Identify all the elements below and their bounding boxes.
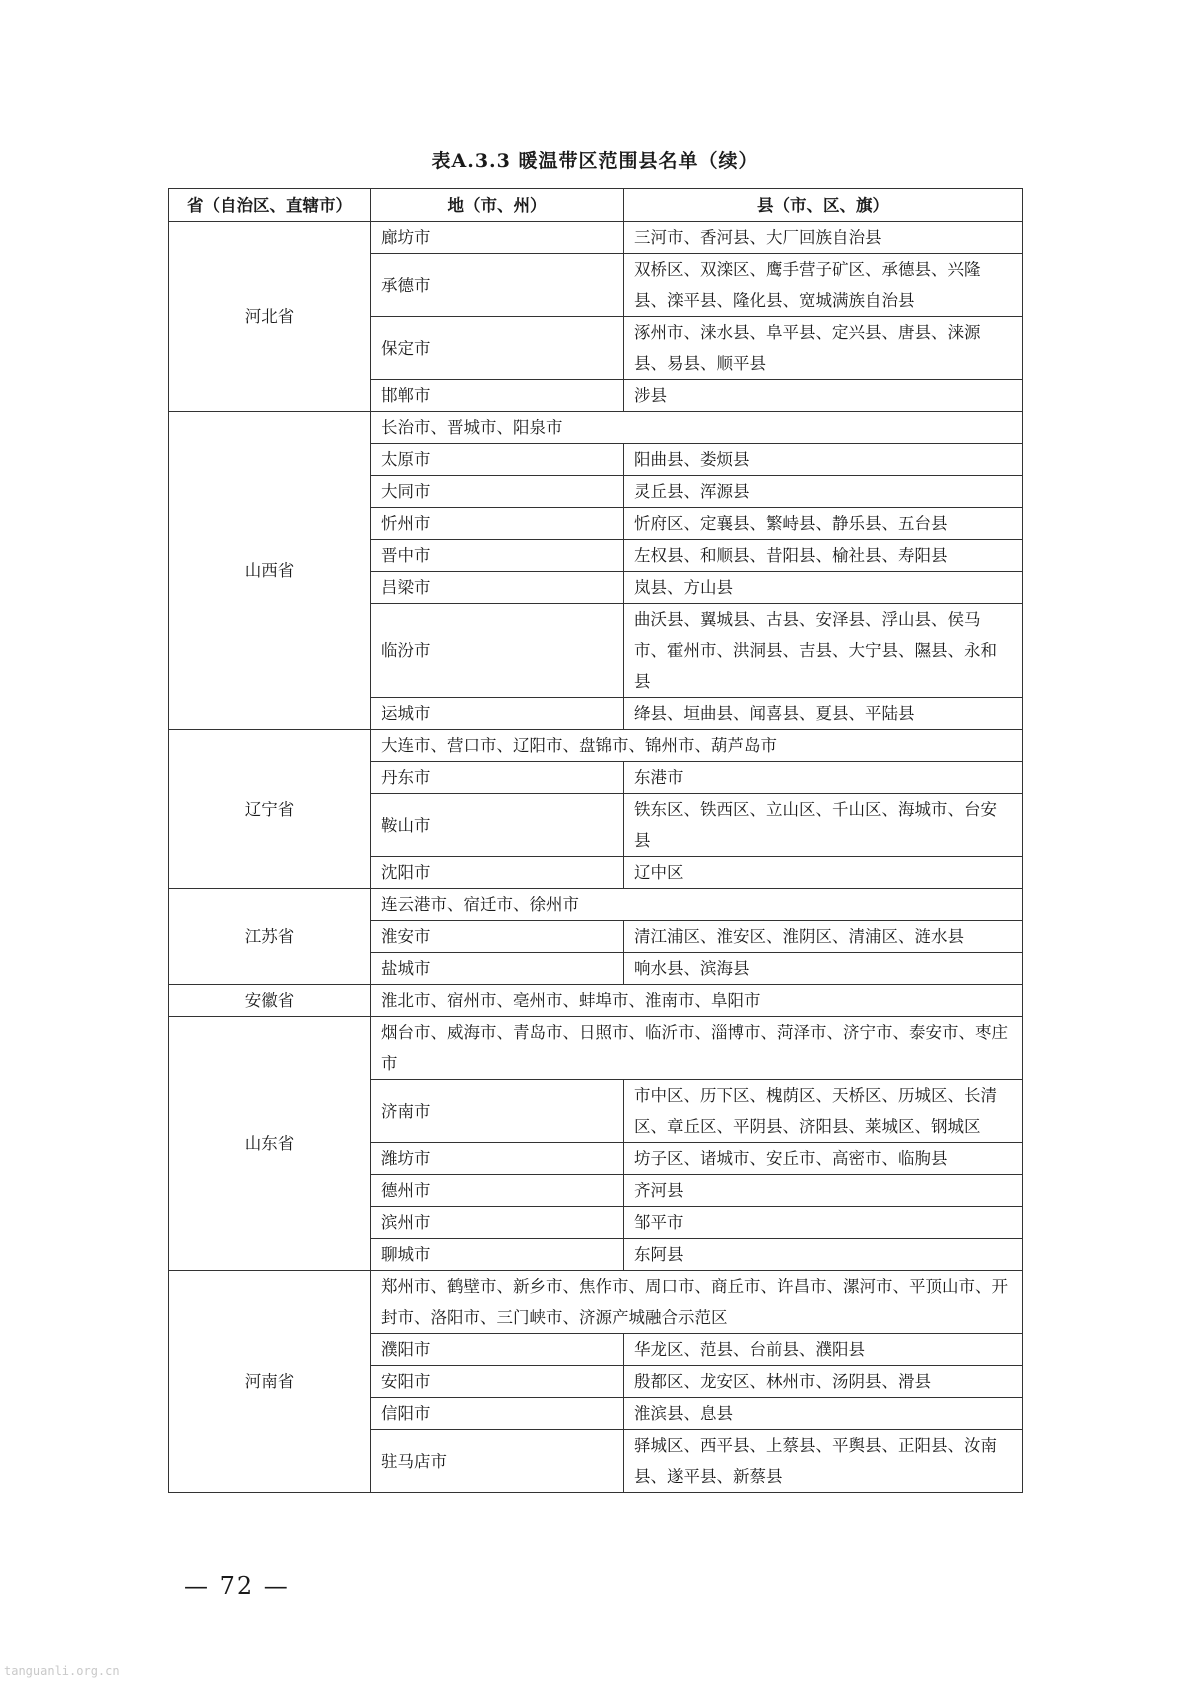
county-cell: 清江浦区、淮安区、淮阴区、清浦区、涟水县: [624, 921, 1023, 953]
table-row: [169, 222, 1023, 254]
city-cell: 滨州市: [371, 1207, 624, 1239]
city-cell: 承德市: [371, 254, 624, 317]
county-cell: 东港市: [624, 762, 1023, 794]
county-cell: 辽中区: [624, 857, 1023, 889]
table-title: 表A.3.3 暖温带区范围县名单（续）: [431, 150, 759, 172]
city-span-cell: 郑州市、鹤壁市、新乡市、焦作市、周口市、商丘市、许昌市、漯河市、平顶山市、开封市、洛阳市、三门峡市、济源产城融合示范区: [371, 1271, 1023, 1334]
city-cell: 丹东市: [371, 762, 624, 794]
watermark-text: tanguanli.org.cn: [4, 1664, 120, 1678]
page-number: — 72 —: [184, 1572, 290, 1600]
header-county: 县（市、区、旗）: [624, 189, 1023, 222]
county-cell: 市中区、历下区、槐荫区、天桥区、历城区、长清区、章丘区、平阴县、济阳县、莱城区、钢城区: [624, 1080, 1023, 1143]
province-cell: 江苏省: [169, 889, 371, 985]
city-cell: 运城市: [371, 698, 624, 730]
city-span-cell: 烟台市、威海市、青岛市、日照市、临沂市、淄博市、菏泽市、济宁市、泰安市、枣庄市: [371, 1017, 1023, 1080]
city-cell: 驻马店市: [371, 1430, 624, 1493]
table-row: [169, 985, 1023, 1017]
county-cell: 涉县: [624, 380, 1023, 412]
county-cell: 三河市、香河县、大厂回族自治县: [624, 222, 1023, 254]
table-row: [169, 730, 1023, 762]
city-cell: 廊坊市: [371, 222, 624, 254]
county-cell: 涿州市、涞水县、阜平县、定兴县、唐县、涞源县、易县、顺平县: [624, 317, 1023, 380]
city-span-cell: 长治市、晋城市、阳泉市: [371, 412, 1023, 444]
table-row: [169, 412, 1023, 444]
header-city: 地（市、州）: [371, 189, 624, 222]
table-row: [169, 1271, 1023, 1334]
county-cell: 驿城区、西平县、上蔡县、平舆县、正阳县、汝南县、遂平县、新蔡县: [624, 1430, 1023, 1493]
county-cell: 邹平市: [624, 1207, 1023, 1239]
city-cell: 忻州市: [371, 508, 624, 540]
city-cell: 潍坊市: [371, 1143, 624, 1175]
county-cell: 响水县、滨海县: [624, 953, 1023, 985]
province-cell: 山西省: [169, 412, 371, 730]
county-list-table: [168, 188, 1023, 1493]
province-cell: 山东省: [169, 1017, 371, 1271]
city-cell: 濮阳市: [371, 1334, 624, 1366]
city-cell: 邯郸市: [371, 380, 624, 412]
table-body: [169, 222, 1023, 1493]
city-cell: 沈阳市: [371, 857, 624, 889]
county-cell: 左权县、和顺县、昔阳县、榆社县、寿阳县: [624, 540, 1023, 572]
header-province: 省（自治区、直辖市）: [169, 189, 371, 222]
province-cell: 河北省: [169, 222, 371, 412]
county-cell: 淮滨县、息县: [624, 1398, 1023, 1430]
province-cell: 辽宁省: [169, 730, 371, 889]
city-cell: 大同市: [371, 476, 624, 508]
county-cell: 绛县、垣曲县、闻喜县、夏县、平陆县: [624, 698, 1023, 730]
province-cell: 河南省: [169, 1271, 371, 1493]
county-cell: 岚县、方山县: [624, 572, 1023, 604]
county-cell: 忻府区、定襄县、繁峙县、静乐县、五台县: [624, 508, 1023, 540]
county-cell: 东阿县: [624, 1239, 1023, 1271]
city-cell: 保定市: [371, 317, 624, 380]
county-cell: 阳曲县、娄烦县: [624, 444, 1023, 476]
county-cell: 曲沃县、翼城县、古县、安泽县、浮山县、侯马市、霍州市、洪洞县、吉县、大宁县、隰县、永和县: [624, 604, 1023, 698]
city-span-cell: 连云港市、宿迁市、徐州市: [371, 889, 1023, 921]
city-cell: 德州市: [371, 1175, 624, 1207]
province-cell: 安徽省: [169, 985, 371, 1017]
city-cell: 晋中市: [371, 540, 624, 572]
county-cell: 华龙区、范县、台前县、濮阳县: [624, 1334, 1023, 1366]
county-cell: 坊子区、诸城市、安丘市、高密市、临朐县: [624, 1143, 1023, 1175]
city-cell: 盐城市: [371, 953, 624, 985]
table-row: [169, 1017, 1023, 1080]
table-row: [169, 889, 1023, 921]
county-cell: 双桥区、双滦区、鹰手营子矿区、承德县、兴隆县、滦平县、隆化县、宽城满族自治县: [624, 254, 1023, 317]
county-cell: 铁东区、铁西区、立山区、千山区、海城市、台安县: [624, 794, 1023, 857]
city-cell: 临汾市: [371, 604, 624, 698]
county-cell: 灵丘县、浑源县: [624, 476, 1023, 508]
city-cell: 鞍山市: [371, 794, 624, 857]
city-cell: 济南市: [371, 1080, 624, 1143]
city-span-cell: 淮北市、宿州市、亳州市、蚌埠市、淮南市、阜阳市: [371, 985, 1023, 1017]
city-cell: 淮安市: [371, 921, 624, 953]
city-cell: 太原市: [371, 444, 624, 476]
county-cell: 齐河县: [624, 1175, 1023, 1207]
header-row: [169, 189, 1023, 222]
city-cell: 安阳市: [371, 1366, 624, 1398]
city-span-cell: 大连市、营口市、辽阳市、盘锦市、锦州市、葫芦岛市: [371, 730, 1023, 762]
city-cell: 信阳市: [371, 1398, 624, 1430]
city-cell: 聊城市: [371, 1239, 624, 1271]
county-cell: 殷都区、龙安区、林州市、汤阴县、滑县: [624, 1366, 1023, 1398]
city-cell: 吕梁市: [371, 572, 624, 604]
